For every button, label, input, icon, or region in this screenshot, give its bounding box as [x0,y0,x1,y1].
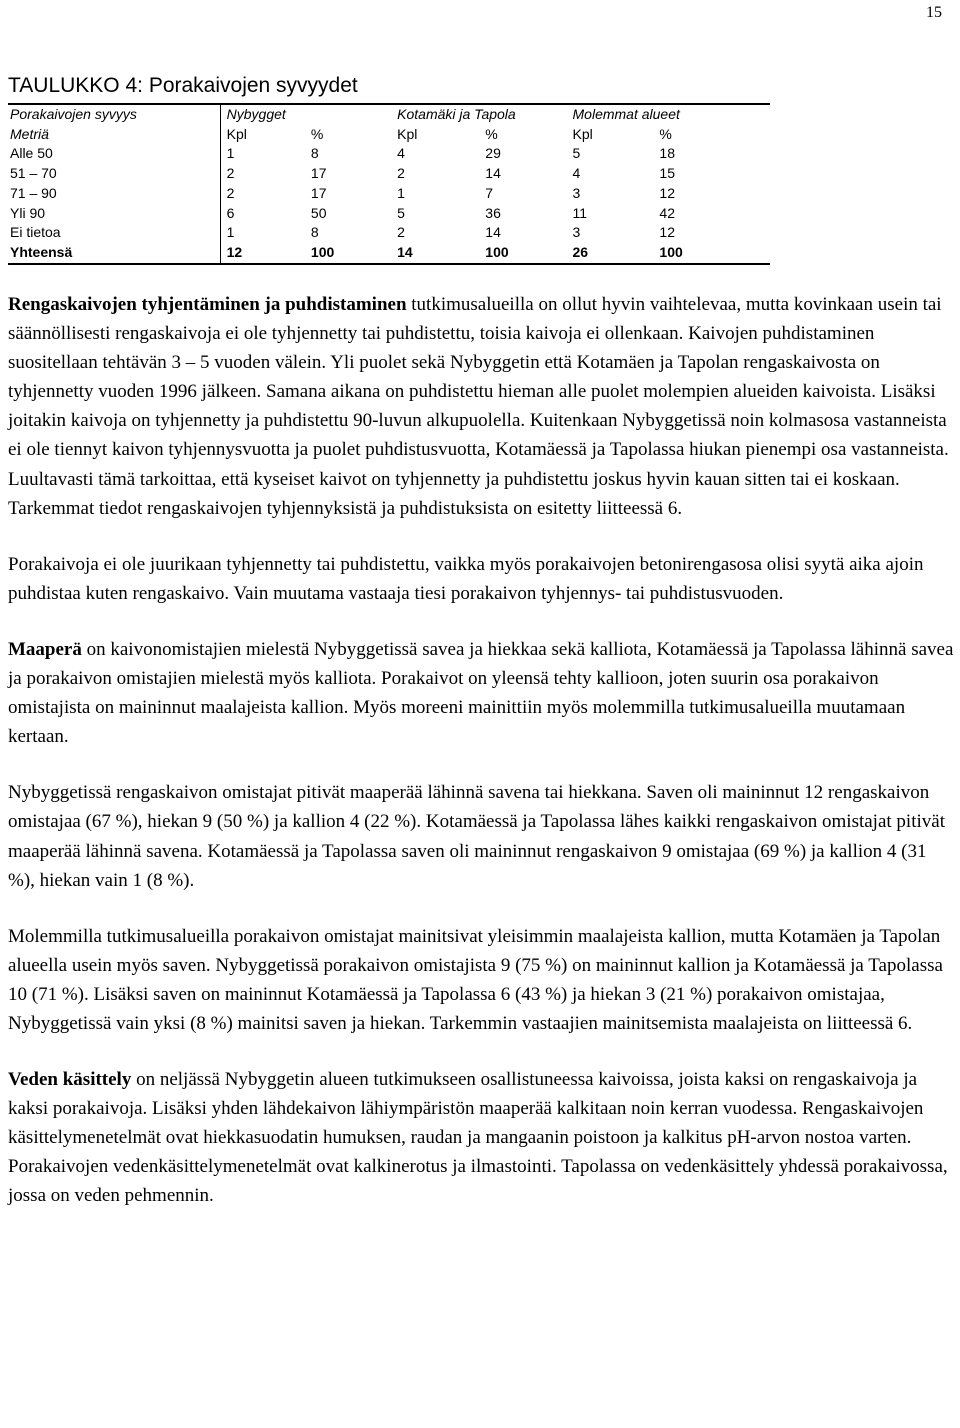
cell: 17 [310,165,327,182]
row-label: 71 – 90 [10,184,57,201]
total-cell: 14 [397,243,485,264]
paragraph-soil [8,635,958,751]
cell: 3 [572,224,581,241]
cell: 1 [220,223,311,243]
paragraph-lead: Rengaskaivojen tyhjentäminen ja puhdistaminen [8,294,407,315]
table-header-row [8,104,770,125]
total-cell: 100 [659,243,770,264]
total-cell: 12 [220,243,311,264]
cell: 2 [220,184,311,204]
table-title: TAULUKKO 4: Porakaivojen syvyydet [8,74,358,97]
paragraph-cleaning [8,290,958,523]
total-cell: 100 [485,243,572,264]
row-label: 51 – 70 [10,165,57,182]
table-row [8,184,770,204]
cell: 4 [397,145,405,162]
cell: 5 [397,204,405,221]
cell: 36 [485,204,501,221]
paragraph-nybygget-soil [8,778,958,894]
subheader-cell: Kpl [397,125,418,142]
paragraph-text: Molemmilla tutkimusalueilla porakaivon omistajat mainitsivat yleisimmin maalajeista kallion, mutta Kotamäen ja Tapolan alueella usein myös saven. Nybyggetissä porakaivon omistajista 9 (75 %) on maininnut kallion ja Kotamäessä ja Tapolassa 10 (71 %). Lisäksi saven on maininnut Kotamäessä ja Tapolassa 6 (43 %) ja hiekan 3 (21 %) porakaivon omistajaa, Nybyggetissä vain yksi (8 %) mainitsi saven ja hiekan. Tarkemmin vastaajien mainitsemista maalajeista on liitteessä 6. [8,925,943,1034]
cell: 8 [310,224,319,241]
cell: 6 [220,204,311,224]
cell: 3 [572,184,581,201]
body-text [8,290,958,1238]
paragraph-drilled-wells [8,550,958,608]
subheader-cell: Kpl [572,125,593,142]
paragraph-text: Nybyggetissä rengaskaivon omistajat pitivät maaperää lähinnä savena tai hiekkana. Saven oli maininnut 12 rengaskaivon omistajaa (67 %), hiekan 9 (50 %) ja kallion 4 (22 %). Kotamäessä ja Tapolassa lähes kaikki rengaskaivon omistajat pitivät maaperää lähinnä savena. Kotamäessä ja Tapolassa saven oli maininnut rengaskaivon 9 omistajaa (69 %) ja kallion 4 (31 %), hiekan vain 1 (8 %). [8,782,945,891]
cell: 42 [659,204,675,221]
cell: 8 [310,145,319,162]
table-total-row [8,243,770,264]
cell: 12 [659,224,675,241]
subheader-cell: Kpl [220,125,311,145]
cell: 15 [659,165,675,182]
paragraph-text: tutkimusalueilla on ollut hyvin vaihtelevaa, mutta kovinkaan usein tai säännöllisesti rengaskaivoja ei ole tyhjennetty tai puhdistettu, toisia kaivoja ei ollenkaan. Kaivojen puhdistaminen suositellaan tehtävän 3 – 5 vuoden välein. Yli puolet sekä Nybyggetin että Kotamäen ja Tapolan rengaskaivosta on tyhjennetty vuoden 1996 jälkeen. Samana aikana on puhdistettu hieman alle puolet molempien alueiden kaivoista. Lisäksi joitakin kaivoja on tyhjennetty ja puhdistettu 90-luvun alkupuolella. Kuitenkaan Nybyggetissä noin kolmasosa vastanneista ei ole tiennyt kaivon tyhjennysvuotta ja puolet puhdistusvuotta, Kotamäessä ja Tapolassa hiukan pienempi osa vastanneista. Luultavasti tämä tarkoittaa, että kyseiset kaivot on tyhjennetty ja puhdistettu joskus hyvin kauan sitten tai ei koskaan. Tarkemmat tiedot rengaskaivojen tyhjennyksistä ja puhdistuksista on esitetty liitteessä 6. [8,294,949,519]
header-group-kotamaki: Kotamäki ja Tapola [397,104,572,125]
subheader-cell: % [310,125,324,142]
header-group-both: Molemmat alueet [573,104,770,125]
subheader-cell: % [485,125,498,142]
row-label: Alle 50 [10,145,53,162]
table-subheader-row [8,125,770,145]
cell: 29 [485,145,501,162]
table-row [8,223,770,243]
cell: 4 [572,165,581,182]
cell: 1 [397,184,405,201]
cell: 18 [659,145,675,162]
subheader-cell: % [659,125,672,142]
header-group-nybygget: Nybygget [220,104,311,125]
total-cell: 26 [573,243,660,264]
paragraph-lead: Veden käsittely [8,1069,132,1091]
cell: 2 [220,164,311,184]
header-label: Porakaivojen syvyys [8,104,220,125]
cell: 17 [310,184,327,201]
cell: 50 [310,204,327,221]
table-row [8,164,770,184]
paragraph-drilled-soil [8,922,958,1038]
cell: 1 [220,144,311,164]
total-label: Yhteensä [8,243,220,264]
cell: 14 [485,165,501,182]
paragraph-water-treatment [8,1065,958,1210]
depth-table [8,103,770,265]
cell: 2 [397,224,405,241]
total-cell: 100 [311,243,397,264]
row-label: Yli 90 [10,204,46,221]
cell: 5 [572,145,581,162]
table-row [8,204,770,224]
paragraph-text: on kaivonomistajien mielestä Nybyggetissä savea ja hiekkaa sekä kalliota, Kotamäessä ja Tapolassa lähinnä savea ja porakaivon omistajien mielestä myös kalliota. Porakaivot on yleensä tehty kallioon, joten suurin osa porakaivon omistajista on maininnut maalajeista kallion. Myös moreeni mainittiin myös molemmilla tutkimusalueilla muutamaan kertaan. [8,638,954,748]
cell: 12 [659,184,675,201]
paragraph-text: Porakaivoja ei ole juurikaan tyhjennetty tai puhdistettu, vaikka myös porakaivojen betonirengasosa olisi syytä aika ajoin puhdistaa kuten rengaskaivo. Vain muutama vastaaja tiesi porakaivon tyhjennys- tai puhdistusvuoden. [8,553,924,604]
page-number: 15 [926,4,942,21]
cell: 14 [485,224,501,241]
paragraph-lead: Maaperä [8,638,82,660]
paragraph-text: on neljässä Nybyggetin alueen tutkimukseen osallistuneessa kaivoissa, joista kaksi on rengaskaivoja ja kaksi porakaivoja. Lisäksi yhden lähdekaivon lähiympäristön maaperää kalkitaan noin kerran vuodessa. Rengaskaivojen käsittelymenetelmät ovat hiekkasuodatin humuksen, raudan ja mangaanin poistoon ja kalkitus pH-arvon nostoa varten. Porakaivojen vedenkäsittelymenetelmät ovat kalkinerotus ja ilmastointi. Tapolassa on vedenkäsittely yhdessä porakaivossa, jossa on veden pehmennin. [8,1069,948,1207]
cell: 11 [572,204,588,221]
row-label: Ei tietoa [10,224,61,241]
cell: 7 [485,184,494,201]
subheader-label: Metriä [10,125,49,142]
table-row [8,144,770,164]
cell: 2 [397,165,405,182]
